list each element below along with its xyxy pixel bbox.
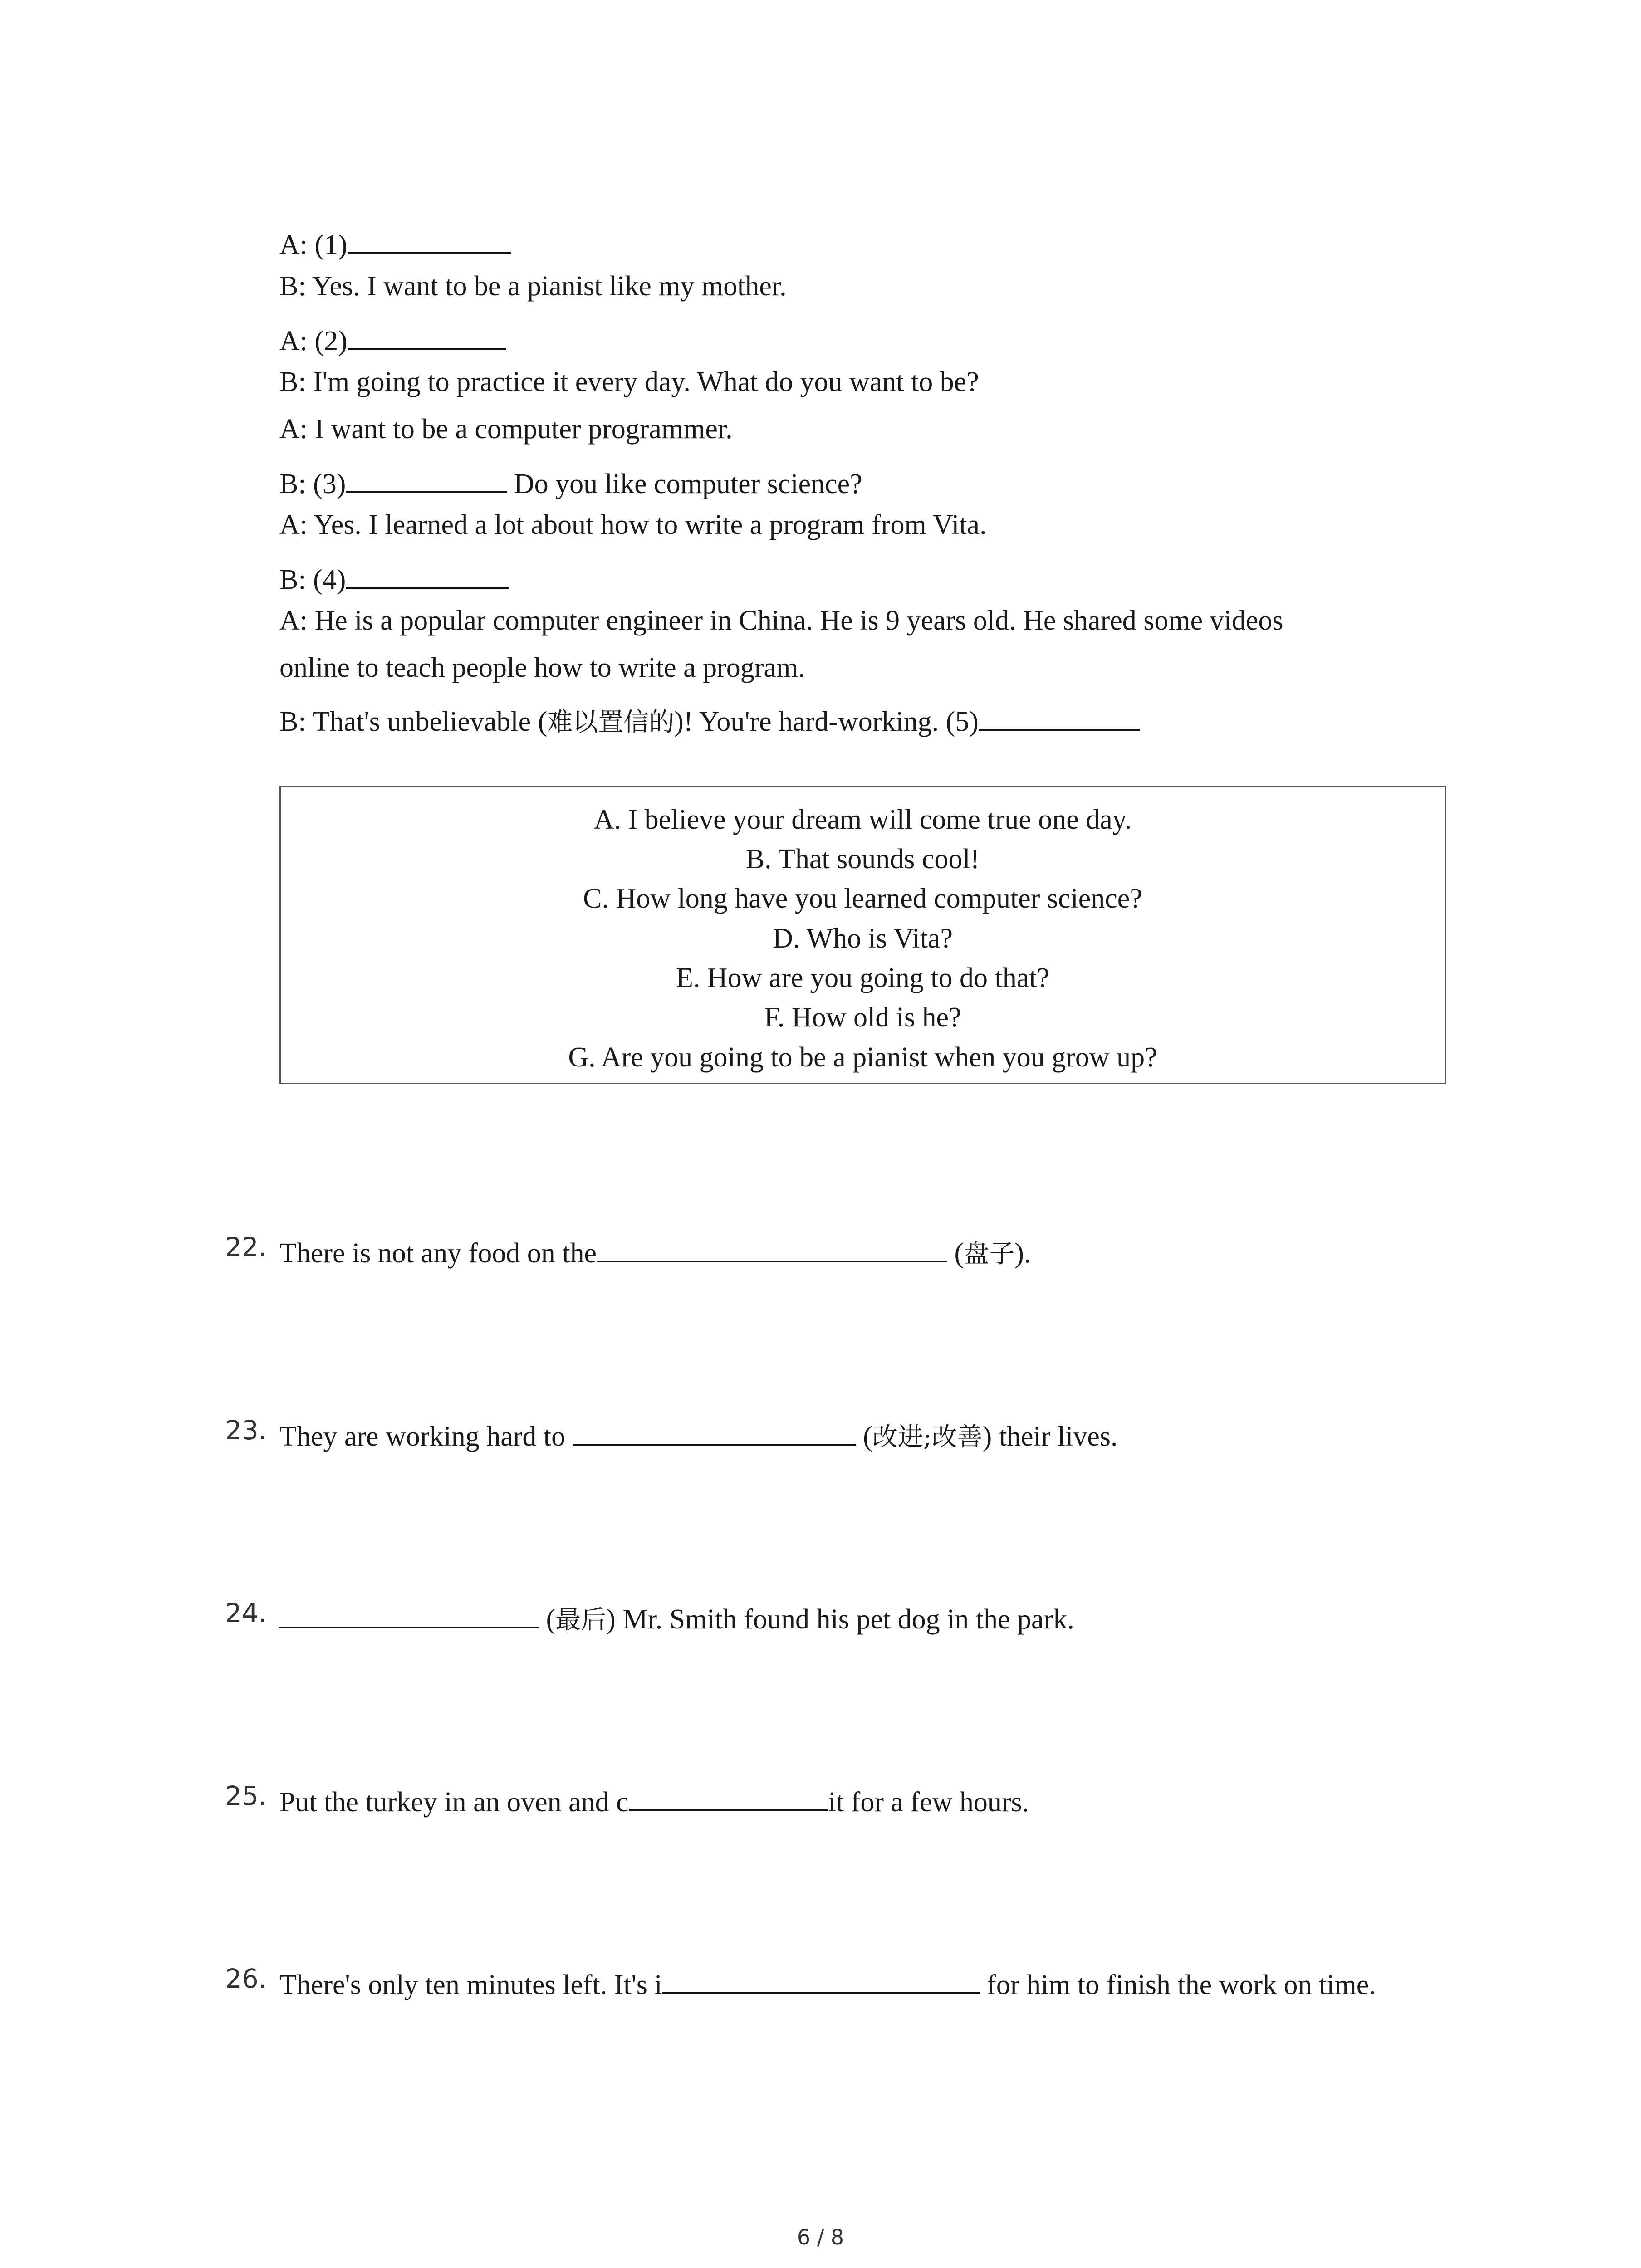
- dialogue-text: A: Yes. I learned a lot about how to write a program from Vita.: [279, 509, 987, 540]
- option-c: C. How long have you learned computer science?: [583, 883, 1142, 914]
- dialogue-text: B: (3): [279, 468, 346, 499]
- hint-open: (: [539, 1603, 556, 1635]
- hint-open: (: [947, 1237, 964, 1269]
- question-25: [279, 1783, 1029, 1816]
- option-d: D. Who is Vita?: [773, 923, 953, 954]
- dialogue-text: A: (1): [279, 229, 348, 260]
- question-text: for him to finish the work on time.: [980, 1969, 1376, 2000]
- dialogue-line-7: [279, 511, 987, 539]
- chinese-hint: 改进;改善: [872, 1422, 983, 1452]
- question-text: There is not any food on the: [279, 1237, 597, 1269]
- dialogue-text: B: I'm going to practice it every day. What do you want to be?: [279, 367, 979, 397]
- dialogue-line-10: [279, 654, 805, 682]
- fill-blank-25[interactable]: [629, 1783, 828, 1811]
- option-e: E. How are you going to do that?: [676, 963, 1050, 993]
- answer-blank-5[interactable]: [979, 702, 1140, 731]
- dialogue-line-11: [279, 702, 1140, 736]
- question-text: There's only ten minutes left. It's i: [279, 1969, 662, 2000]
- dialogue-line-5: [279, 415, 733, 443]
- question-text: They are working hard to: [279, 1421, 573, 1452]
- option-g: G. Are you going to be a pianist when you grow up?: [568, 1042, 1157, 1073]
- question-text: Put the turkey in an oven and c: [279, 1786, 629, 1818]
- option-f: F. How old is he?: [764, 1002, 961, 1033]
- dialogue-line-2: [279, 272, 787, 300]
- dialogue-line-4: [279, 368, 979, 396]
- dialogue-text: B: That's unbelievable (: [279, 706, 548, 737]
- fill-blank-24[interactable]: [279, 1600, 539, 1628]
- question-23: [279, 1417, 1118, 1451]
- hint-close: ): [982, 1421, 992, 1452]
- question-text: it for a few hours.: [828, 1786, 1029, 1818]
- dialogue-text: )! You're hard-working. (5): [674, 706, 979, 737]
- dialogue-text: A: (2): [279, 325, 348, 357]
- hint-open: (: [856, 1421, 872, 1452]
- chinese-hint: 难以置信的: [547, 707, 675, 737]
- question-26: [279, 1965, 1376, 1999]
- dialogue-line-8: [279, 560, 509, 594]
- dialogue-text: A: I want to be a computer programmer.: [279, 414, 733, 445]
- options-box: [279, 786, 1446, 1084]
- question-number: 24.: [225, 1598, 267, 1628]
- option-b: B. That sounds cool!: [745, 844, 980, 875]
- question-24: [279, 1600, 1074, 1633]
- hint-close: ).: [1014, 1237, 1031, 1269]
- fill-blank-23[interactable]: [573, 1417, 856, 1446]
- question-number: 22.: [225, 1232, 267, 1262]
- answer-blank-1[interactable]: [348, 225, 511, 254]
- chinese-hint: 最后: [555, 1605, 607, 1635]
- chinese-hint: 盘子: [964, 1239, 1015, 1269]
- question-text: Mr. Smith found his pet dog in the park.: [615, 1603, 1074, 1635]
- fill-blank-22[interactable]: [597, 1234, 947, 1262]
- hint-close: ): [606, 1603, 616, 1635]
- fill-blank-26[interactable]: [662, 1965, 980, 1994]
- question-number: 26.: [225, 1963, 267, 1994]
- question-text: their lives.: [992, 1421, 1118, 1452]
- option-a: A. I believe your dream will come true one day.: [593, 804, 1132, 835]
- dialogue-text: A: He is a popular computer engineer in China. He is 9 years old. He shared some videos: [279, 605, 1283, 636]
- dialogue-line-3: [279, 322, 506, 355]
- dialogue-line-6: [279, 464, 862, 498]
- dialogue-tail: Do you like computer science?: [507, 468, 862, 499]
- answer-blank-4[interactable]: [346, 560, 509, 589]
- answer-blank-3[interactable]: [346, 464, 507, 493]
- dialogue-text: B: Yes. I want to be a pianist like my mother.: [279, 271, 787, 302]
- dialogue-line-1: [279, 225, 511, 259]
- question-number: 25.: [225, 1780, 267, 1811]
- question-22: [279, 1234, 1031, 1267]
- page-number: 6 / 8: [797, 2225, 844, 2249]
- question-number: 23.: [225, 1415, 267, 1446]
- dialogue-text: online to teach people how to write a program.: [279, 652, 805, 683]
- dialogue-line-9: [279, 606, 1283, 635]
- answer-blank-2[interactable]: [348, 322, 506, 350]
- dialogue-text: B: (4): [279, 564, 346, 595]
